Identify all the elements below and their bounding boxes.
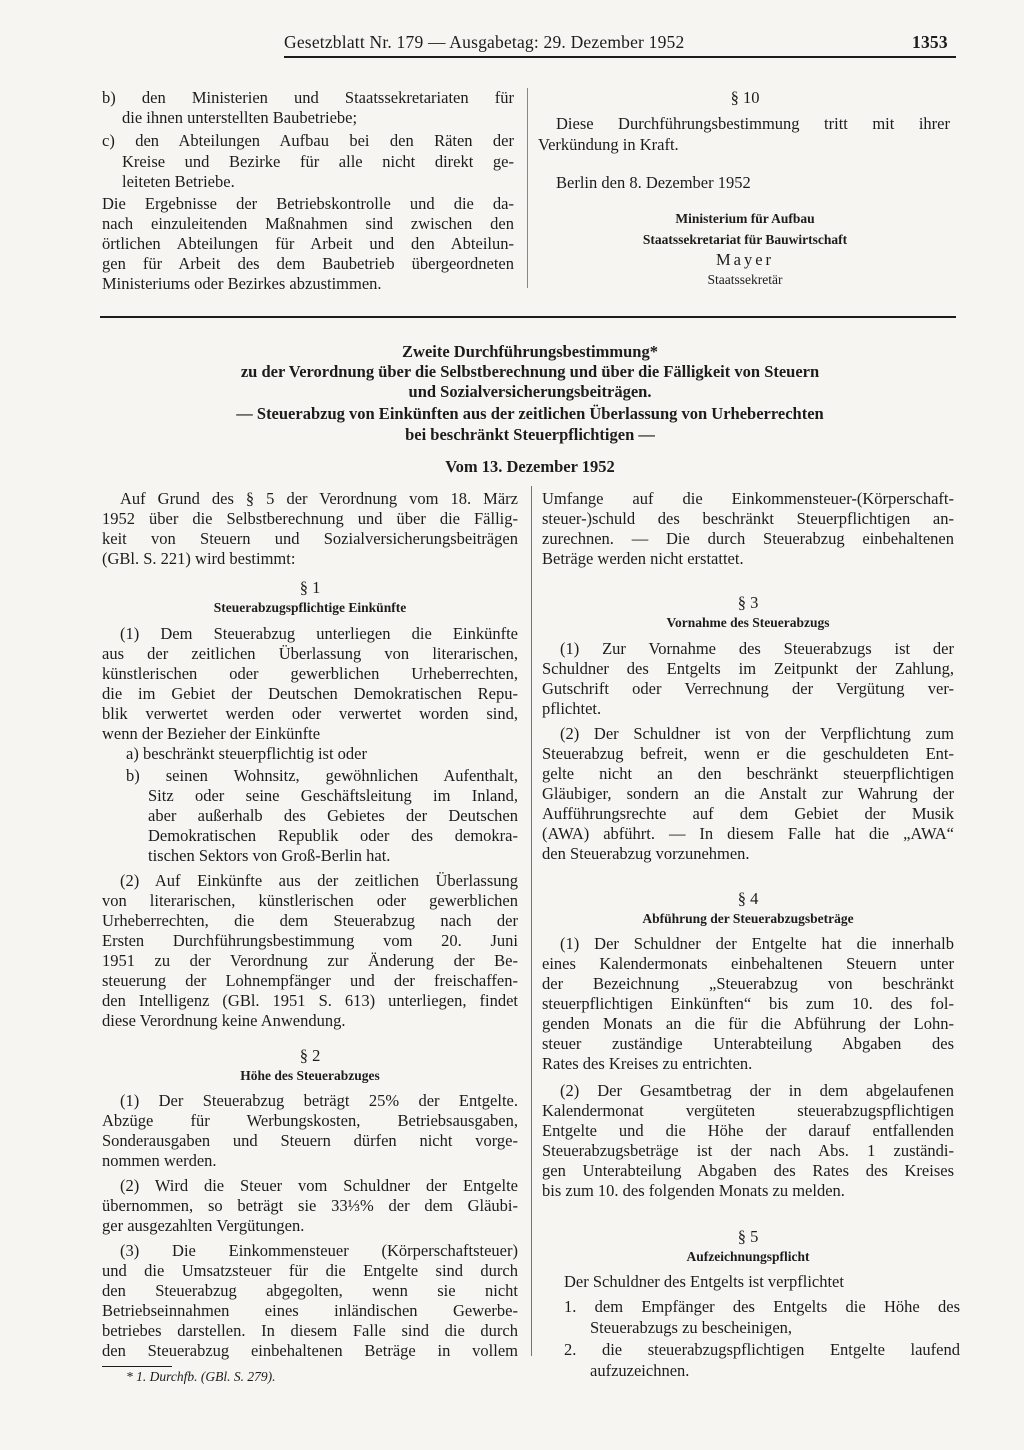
s1-p2-line: diese Verordnung keine Anwendung. — [102, 1011, 346, 1030]
top-right-line: Verkündung in Kraft. — [538, 135, 679, 154]
s2-p1-line: nommen werden. — [102, 1151, 217, 1170]
s1-p2-line: steuerung der Lohnempfänger und der freischaffen- — [102, 971, 518, 990]
s2-p3-line: (3) Die Einkommensteuer (Körperschaftsteuer) — [120, 1241, 518, 1260]
s3-p2-line: (AWA) abführt. — In diesem Falle hat die „AWA“ — [542, 824, 954, 843]
s2-p1-line: Sonderausgaben und Steuern dürfen nicht vorge- — [102, 1131, 518, 1150]
column-divider — [531, 486, 532, 1356]
top-left-line: gen für Arbeit des dem Baubetrieb übergeordneten — [102, 254, 514, 273]
s2-p1-line: Abzüge für Werbungskosten, Betriebsausgaben, — [102, 1111, 518, 1130]
s5-intro: Der Schuldner des Entgelts ist verpflichtet — [564, 1272, 844, 1291]
s4-p2-line: Steuerabzugsbeträge ist der nach Abs. 1 zuständi- — [542, 1141, 954, 1160]
s1-p2-line: Urheberrechten, die dem Steuerabzug nach der — [102, 911, 518, 930]
s4-p2-line: bis zum 10. des folgenden Monats zu melden. — [542, 1181, 845, 1200]
continuation-line: Umfange auf die Einkommensteuer-(Körperschaft- — [542, 489, 954, 508]
s1-item-b-line: Sitz oder seine Geschäftsleitung im Inland, — [148, 786, 518, 805]
section-5-heading: Aufzeichnungspflicht — [686, 1249, 810, 1264]
top-left-line: örtlichen Abteilungen für Arbeit und den Abteilun- — [102, 234, 514, 253]
decree-title-line: und Sozialversicherungsbeiträgen. — [408, 382, 652, 401]
s2-p2-line: übernommen, so beträgt sie 33⅓% der dem Gläubi- — [102, 1196, 518, 1215]
s1-p1-line: die im Gebiet der Deutschen Demokratischen Repu- — [102, 684, 518, 703]
s2-p1-line: (1) Der Steuerabzug beträgt 25% der Entgelte. — [120, 1091, 518, 1110]
s1-p2-line: den Intelligenz (GBl. 1951 S. 613) unterliegen, findet — [102, 991, 518, 1010]
preamble-line: Auf Grund des § 5 der Verordnung vom 18. März — [120, 489, 518, 508]
s1-item-b-line: b) seinen Wohnsitz, gewöhnlichen Aufenthalt, — [126, 766, 518, 785]
s5-item-2-line: aufzuzeichnen. — [590, 1361, 690, 1380]
decree-date: Vom 13. Dezember 1952 — [445, 457, 615, 476]
decree-subtitle-line: — Steuerabzug von Einkünften aus der zeitlichen Überlassung von Urheberrechten — [236, 404, 824, 423]
s4-p2-line: Kalendermonat vergüteten steuerabzugspflichtigen — [542, 1101, 954, 1120]
footnote: * 1. Durchfb. (GBl. S. 279). — [126, 1369, 276, 1384]
s1-p2-line: Ersten Durchführungsbestimmung vom 20. Juni — [102, 931, 518, 950]
header-rule — [284, 56, 956, 58]
s1-item-b-line: Demokratischen Republik oder des demokra- — [148, 826, 518, 845]
s1-item-b-line: aber außerhalb des Gebietes der Deutschen — [148, 806, 518, 825]
preamble-line: 1952 über die Selbstberechnung und über die Fällig- — [102, 509, 518, 528]
top-left-line: Ministeriums oder Bezirkes abzustimmen. — [102, 274, 382, 293]
s5-item-1-line: Steuerabzugs zu bescheinigen, — [590, 1318, 793, 1337]
s1-p1-line: wenn der Bezieher der Einkünfte — [102, 724, 321, 743]
s1-p1-line: blik verwertet werden oder verwertet worden sind, — [102, 704, 518, 723]
s4-p1-line: eines Kalendermonats einbehaltenen Steuern unter — [542, 954, 954, 973]
s1-p1-line: künstlerischen oder gewerblichen Urheberrechten, — [102, 664, 518, 683]
s2-p3-line: den Steuerabzug einbehaltenen Beträge in vollem — [102, 1341, 518, 1360]
s2-p3-line: betriebes darstellen. In diesem Falle sind die durch — [102, 1321, 518, 1340]
top-left-line: leiteten Betriebe. — [122, 172, 235, 191]
page-number: 1353 — [912, 32, 948, 52]
preamble-line: (GBl. S. 221) wird bestimmt: — [102, 549, 296, 568]
top-left-line: c) den Abteilungen Aufbau bei den Räten der — [102, 131, 514, 150]
signer-title: Staatssekretär — [707, 272, 783, 287]
section-5-number: § 5 — [737, 1227, 759, 1246]
s4-p1-line: der Bezeichnung „Steuerabzug von beschränkt — [542, 974, 954, 993]
section-2-number: § 2 — [299, 1046, 321, 1065]
s3-p2-line: gelte nicht an den beschränkt steuerpflichtigen — [542, 764, 954, 783]
s3-p2-line: Gläubiger, sondern an die Anstalt zur Wahrung der — [542, 784, 954, 803]
s4-p1-line: steuer zuständige Unterabteilung Abgaben des — [542, 1034, 954, 1053]
s2-p2-line: ger ausgezahlten Vergütungen. — [102, 1216, 305, 1235]
section-1-number: § 1 — [299, 578, 321, 597]
top-left-line: nach einzuleitenden Maßnahmen sind zwischen den — [102, 214, 514, 233]
s2-p3-line: und die Umsatzsteuer für die Entgelte sind durch — [102, 1261, 518, 1280]
s4-p1-line: genden Monats an die für die Abführung der Lohn- — [542, 1014, 954, 1033]
s3-p2-line: Steuerabzug befreit, wenn er die geschuldeten Ent- — [542, 744, 954, 763]
s3-p1-line: Gutschrift oder Verrechnung der Vergütung ver- — [542, 679, 954, 698]
section-separator-rule — [100, 316, 956, 318]
s1-p2-line: 1951 zu der Verordnung zur Änderung der Be- — [102, 951, 518, 970]
s3-p1-line: (1) Zur Vornahme des Steuerabzugs ist der — [560, 639, 954, 658]
s2-p3-line: den Steuerabzug abgegolten, wenn sie nicht — [102, 1281, 518, 1300]
top-left-line: Kreise und Bezirke für alle nicht direkt ge- — [122, 152, 514, 171]
ministry-name: Ministerium für Aufbau — [675, 211, 815, 226]
top-column-divider — [527, 88, 528, 288]
continuation-line: Beträge werden nicht erstattet. — [542, 549, 744, 568]
place-date: Berlin den 8. Dezember 1952 — [556, 173, 751, 192]
s5-item-2-line: 2. die steuerabzugspflichtigen Entgelte laufend — [564, 1340, 960, 1359]
preamble-line: keit von Steuern und Sozialversicherungsbeiträgen — [102, 529, 518, 548]
decree-title-line: zu der Verordnung über die Selbstberechnung und über die Fälligkeit von Steuern — [240, 362, 820, 381]
s2-p2-line: (2) Wird die Steuer vom Schuldner der Entgelte — [120, 1176, 518, 1195]
s4-p1-line: steuerpflichtigen Einkünften“ bis zum 10. des fol- — [542, 994, 954, 1013]
page-header-title: Gesetzblatt Nr. 179 — Ausgabetag: 29. Dezember 1952 — [284, 32, 685, 52]
top-left-line: Die Ergebnisse der Betriebskontrolle und die da- — [102, 194, 514, 213]
section-10-number: § 10 — [730, 88, 760, 107]
decree-subtitle-line: bei beschränkt Steuerpflichtigen — — [405, 425, 655, 444]
s1-p2-line: (2) Auf Einkünfte aus der zeitlichen Überlassung — [120, 871, 518, 890]
s4-p1-line: Rates des Kreises zu entrichten. — [542, 1054, 753, 1073]
section-1-heading: Steuerabzugspflichtige Einkünfte — [213, 600, 407, 615]
s3-p2-line: Aufführungsrechte auf dem Gebiet der Musik — [542, 804, 954, 823]
s1-p2-line: von literarischen, künstlerischen oder gewerblichen — [102, 891, 518, 910]
section-4-number: § 4 — [737, 889, 759, 908]
section-3-number: § 3 — [737, 593, 759, 612]
s4-p2-line: gen Unterabteilung Abgaben des Rates des Kreises — [542, 1161, 954, 1180]
top-right-line: Diese Durchführungsbestimmung tritt mit ihrer — [556, 114, 950, 133]
s5-item-1-line: 1. dem Empfänger des Entgelts die Höhe des — [564, 1297, 960, 1316]
s4-p1-line: (1) Der Schuldner der Entgelte hat die innerhalb — [560, 934, 954, 953]
s4-p2-line: Entgelte und die Höhe der darauf entfallenden — [542, 1121, 954, 1140]
s3-p1-line: pflichtet. — [542, 699, 602, 718]
s2-p3-line: Betriebseinnahmen eines inländischen Gewerbe- — [102, 1301, 518, 1320]
top-left-line: die ihnen unterstellten Baubetriebe; — [122, 108, 358, 127]
signer-name: Mayer — [715, 250, 775, 269]
decree-title-line: Zweite Durchführungsbestimmung* — [402, 342, 658, 361]
continuation-line: steuer-)schuld des beschränkt Steuerpflichtigen an- — [542, 509, 954, 528]
continuation-line: zurechnen. — Die durch Steuerabzug einbehaltenen — [542, 529, 954, 548]
s3-p2-line: (2) Der Schuldner ist von der Verpflichtung zum — [560, 724, 954, 743]
s1-p1-line: (1) Dem Steuerabzug unterliegen die Einkünfte — [120, 624, 518, 643]
section-3-heading: Vornahme des Steuerabzugs — [666, 615, 830, 630]
section-4-heading: Abführung der Steuerabzugsbeträge — [642, 911, 854, 926]
secretariat-name: Staatssekretariat für Bauwirtschaft — [642, 232, 848, 247]
s4-p2-line: (2) Der Gesamtbetrag der in dem abgelaufenen — [560, 1081, 954, 1100]
s3-p1-line: Schuldner des Entgelts im Zeitpunkt der Zahlung, — [542, 659, 954, 678]
s1-p1-line: aus der zeitlichen Überlassung von literarischen, — [102, 644, 518, 663]
s3-p2-line: den Steuerabzug vorzunehmen. — [542, 844, 750, 863]
section-2-heading: Höhe des Steuerabzuges — [240, 1068, 380, 1083]
top-left-line: b) den Ministerien und Staatssekretariaten für — [102, 88, 514, 107]
s1-item-b-line: tischen Sektors von Groß-Berlin hat. — [148, 846, 391, 865]
s1-item-a: a) beschränkt steuerpflichtig ist oder — [126, 744, 367, 763]
